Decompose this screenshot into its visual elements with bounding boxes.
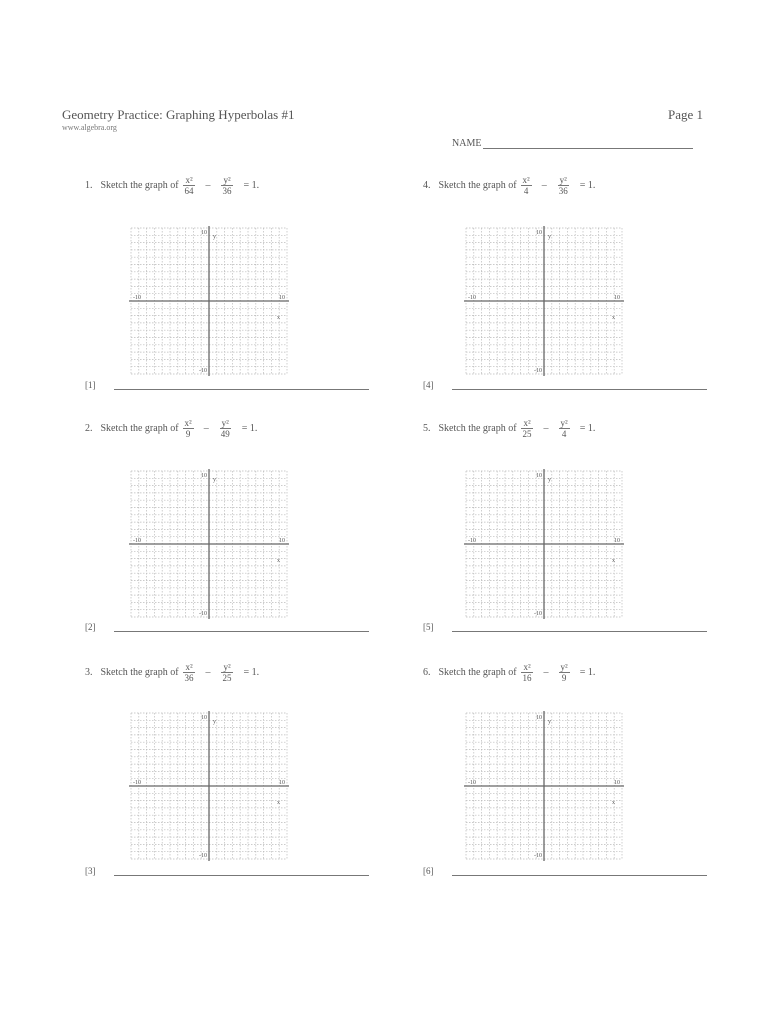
y-fraction <box>221 662 234 683</box>
minus-sign: – <box>541 180 547 191</box>
x-numerator: x² <box>185 662 193 672</box>
coordinate-grid[interactable] <box>458 222 626 376</box>
x-numerator: x² <box>523 662 531 672</box>
y-numerator: y² <box>223 662 231 672</box>
answer-field[interactable] <box>423 622 707 632</box>
axis-label-right: 10 <box>279 295 285 301</box>
problem-text: Sketch the graph of <box>438 180 517 191</box>
axis-label-left: -10 <box>133 780 141 786</box>
axis-label-bottom: -10 <box>199 853 207 859</box>
axis-label-x: x <box>277 315 280 321</box>
x-numerator: x² <box>523 418 531 428</box>
problem-text: Sketch the graph of <box>100 180 179 191</box>
equals-one: = 1. <box>241 423 258 434</box>
minus-sign: – <box>205 180 211 191</box>
y-denominator: 4 <box>561 429 567 439</box>
minus-sign: – <box>203 423 209 434</box>
axis-label-x: x <box>612 800 615 806</box>
problem-number: 1. <box>85 180 93 191</box>
problem-statement <box>85 175 265 196</box>
answer-line[interactable] <box>114 381 369 390</box>
problem-number: 2. <box>85 423 93 434</box>
answer-number: [4] <box>423 380 434 390</box>
x-fraction <box>183 175 196 196</box>
axis-label-right: 10 <box>614 295 620 301</box>
problem-number: 6. <box>423 667 431 678</box>
y-denominator: 49 <box>220 429 230 439</box>
answer-number: [3] <box>85 866 96 876</box>
answer-line[interactable] <box>452 867 707 876</box>
axis-label-y: y <box>213 234 216 240</box>
coordinate-grid[interactable] <box>123 465 291 619</box>
name-line[interactable] <box>483 138 693 149</box>
problem-number: 5. <box>423 423 431 434</box>
x-numerator: x² <box>522 175 530 185</box>
y-fraction <box>557 175 570 196</box>
y-numerator: y² <box>221 418 229 428</box>
axis-label-top: 10 <box>201 230 207 236</box>
problem-number: 4. <box>423 180 431 191</box>
axis-label-y: y <box>548 234 551 240</box>
axis-label-bottom: -10 <box>534 611 542 617</box>
y-numerator: y² <box>559 175 567 185</box>
minus-sign: – <box>543 667 549 678</box>
equals-one: = 1. <box>579 423 596 434</box>
equals-one: = 1. <box>579 667 596 678</box>
y-numerator: y² <box>560 418 568 428</box>
axis-label-x: x <box>277 800 280 806</box>
page-title: Geometry Practice: Graphing Hyperbolas #1 <box>62 107 295 122</box>
y-fraction <box>559 418 570 439</box>
axis-label-x: x <box>612 558 615 564</box>
y-fraction <box>219 418 232 439</box>
equals-one: = 1. <box>243 180 260 191</box>
answer-field[interactable] <box>85 866 369 876</box>
problem-text: Sketch the graph of <box>100 423 179 434</box>
x-denominator: 36 <box>184 673 194 683</box>
page-subtitle: www.algebra.org <box>62 123 117 132</box>
answer-number: [5] <box>423 622 434 632</box>
axis-label-x: x <box>277 558 280 564</box>
problem-text: Sketch the graph of <box>438 667 517 678</box>
equals-one: = 1. <box>579 180 596 191</box>
answer-number: [6] <box>423 866 434 876</box>
problem-statement <box>423 175 601 196</box>
x-fraction <box>183 418 194 439</box>
coordinate-grid[interactable] <box>123 707 291 861</box>
axis-label-y: y <box>213 719 216 725</box>
x-fraction <box>521 175 532 196</box>
axis-label-x: x <box>612 315 615 321</box>
answer-field[interactable] <box>423 380 707 390</box>
y-numerator: y² <box>560 662 568 672</box>
axis-label-bottom: -10 <box>199 368 207 374</box>
coordinate-grid[interactable] <box>123 222 291 376</box>
axis-label-y: y <box>213 477 216 483</box>
axis-label-left: -10 <box>468 538 476 544</box>
axis-label-top: 10 <box>201 715 207 721</box>
problem-statement <box>423 662 601 683</box>
answer-field[interactable] <box>85 622 369 632</box>
answer-line[interactable] <box>114 867 369 876</box>
axis-label-bottom: -10 <box>199 611 207 617</box>
y-denominator: 36 <box>222 186 232 196</box>
minus-sign: – <box>543 423 549 434</box>
x-fraction <box>521 418 534 439</box>
name-label: NAME <box>452 138 482 149</box>
name-field[interactable] <box>452 138 693 149</box>
axis-label-left: -10 <box>133 295 141 301</box>
x-fraction <box>521 662 534 683</box>
axis-label-right: 10 <box>279 780 285 786</box>
answer-line[interactable] <box>452 623 707 632</box>
x-denominator: 9 <box>185 429 191 439</box>
axis-label-left: -10 <box>468 295 476 301</box>
answer-line[interactable] <box>452 381 707 390</box>
axis-label-right: 10 <box>614 780 620 786</box>
problem-statement <box>85 662 265 683</box>
axis-label-left: -10 <box>133 538 141 544</box>
x-denominator: 4 <box>523 186 529 196</box>
axis-label-top: 10 <box>201 473 207 479</box>
problem-statement <box>423 418 601 439</box>
answer-field[interactable] <box>85 380 369 390</box>
axis-label-y: y <box>548 477 551 483</box>
axis-label-top: 10 <box>536 473 542 479</box>
answer-number: [2] <box>85 622 96 632</box>
coordinate-grid[interactable] <box>458 707 626 861</box>
x-denominator: 16 <box>522 673 532 683</box>
x-numerator: x² <box>185 175 193 185</box>
answer-line[interactable] <box>114 623 369 632</box>
page-number: Page 1 <box>668 107 704 122</box>
equals-one: = 1. <box>243 667 260 678</box>
axis-label-bottom: -10 <box>534 853 542 859</box>
axis-label-top: 10 <box>536 230 542 236</box>
minus-sign: – <box>205 667 211 678</box>
x-fraction <box>183 662 196 683</box>
y-denominator: 25 <box>222 673 232 683</box>
x-denominator: 64 <box>184 186 194 196</box>
axis-label-right: 10 <box>279 538 285 544</box>
axis-label-bottom: -10 <box>534 368 542 374</box>
coordinate-grid[interactable] <box>458 465 626 619</box>
y-denominator: 36 <box>558 186 568 196</box>
problem-number: 3. <box>85 667 93 678</box>
problem-text: Sketch the graph of <box>100 667 179 678</box>
x-numerator: x² <box>184 418 192 428</box>
y-fraction <box>559 662 570 683</box>
axis-label-top: 10 <box>536 715 542 721</box>
y-numerator: y² <box>223 175 231 185</box>
x-denominator: 25 <box>522 429 532 439</box>
y-denominator: 9 <box>561 673 567 683</box>
problem-statement <box>85 418 263 439</box>
answer-number: [1] <box>85 380 96 390</box>
answer-field[interactable] <box>423 866 707 876</box>
problem-text: Sketch the graph of <box>438 423 517 434</box>
axis-label-left: -10 <box>468 780 476 786</box>
y-fraction <box>221 175 234 196</box>
axis-label-y: y <box>548 719 551 725</box>
axis-label-right: 10 <box>614 538 620 544</box>
